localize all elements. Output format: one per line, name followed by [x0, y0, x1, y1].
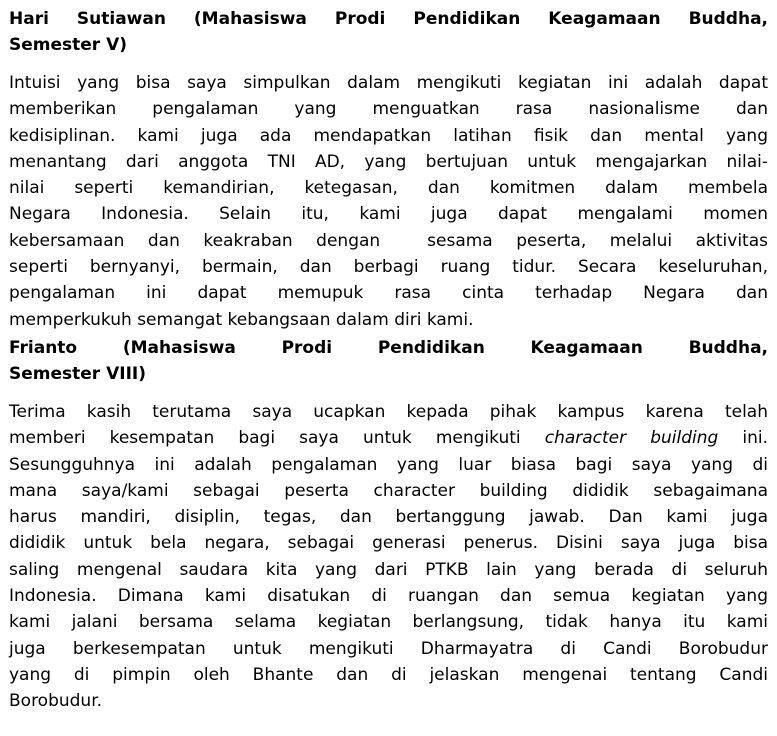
section2-line-2-after: ini.: [718, 428, 768, 449]
section1-line-8: seperti bernyanyi, bermain, dan berbagi ruang tidur. Secara keseluruhan,: [9, 257, 768, 278]
section2-line-11: yang di pimpin oleh Bhante dan di jelaskan mengenai tentang Candi: [9, 664, 768, 685]
section2-line-12: Borobudur.: [9, 691, 103, 712]
section1-line-7: kebersamaan dan keakraban dengan sesama peserta, melalui aktivitas: [9, 230, 768, 251]
section2-heading-line-1: Frianto (Mahasiswa Prodi Pendidikan Keagamaan Buddha,: [9, 337, 768, 358]
section2-line-2-italic: character building: [544, 428, 719, 449]
section1-line-5: nilai seperti kemandirian, ketegasan, dan komitmen dalam membela: [9, 178, 768, 199]
section2-line-10: juga berkesempatan untuk mengikuti Dharmayatra di Candi Borobudur: [9, 638, 768, 659]
section2-heading-line-2: Semester VIII): [9, 363, 146, 384]
section2-line-7: saling mengenal saudara kita yang dari PTKB lain yang berada di seluruh: [9, 559, 768, 580]
section1-heading: [9, 6, 768, 58]
section1-line-3: kedisiplinan. kami juga ada mendapatkan latihan fisik dan mental yang: [9, 125, 768, 146]
section2-line-3: Sesungguhnya ini adalah pengalaman yang luar biasa bagi saya yang di: [9, 454, 768, 475]
section2-line-9: kami jalani bersama selama kegiatan berlangsung, tidak hanya itu kami: [9, 612, 768, 633]
section1-line-6: Negara Indonesia. Selain itu, kami juga dapat mengalami momen: [9, 204, 768, 225]
section1-line-9: pengalaman ini dapat memupuk rasa cinta terhadap Negara dan: [9, 283, 768, 304]
section1-line-1: Intuisi yang bisa saya simpulkan dalam mengikuti kegiatan ini adalah dapat: [9, 73, 768, 93]
section1-heading-line-1: Hari Sutiawan (Mahasiswa Prodi Pendidikan Keagamaan Buddha,: [9, 9, 768, 29]
section2-paragraph: [9, 399, 768, 715]
section2-line-1: Terima kasih terutama saya ucapkan kepada pihak kampus karena telah: [9, 401, 768, 422]
section1-line-10: memperkukuh semangat kebangsaan dalam diri kami.: [9, 309, 474, 330]
section1-line-2: memberikan pengalaman yang menguatkan rasa nasionalisme dan: [9, 99, 768, 120]
section2-line-2: [9, 425, 768, 451]
section2-line-8: Indonesia. Dimana kami disatukan di ruangan dan semua kegiatan yang: [9, 586, 768, 607]
section2-line-2-before: memberi kesempatan bagi saya untuk mengikuti: [9, 428, 545, 449]
section1-line-4: menantang dari anggota TNI AD, yang bertujuan untuk mengajarkan nilai-: [9, 151, 768, 172]
section2-heading: [9, 335, 768, 387]
section1-heading-line-2: Semester V): [9, 35, 128, 55]
section2-line-5: harus mandiri, disiplin, tegas, dan bertanggung jawab. Dan kami juga: [9, 507, 768, 528]
section1-paragraph: [9, 70, 768, 333]
section2-line-6: dididik untuk bela negara, sebagai generasi penerus. Disini saya juga bisa: [9, 533, 768, 554]
section2-line-4: mana saya/kami sebagai peserta character building dididik sebagaimana: [9, 480, 768, 501]
